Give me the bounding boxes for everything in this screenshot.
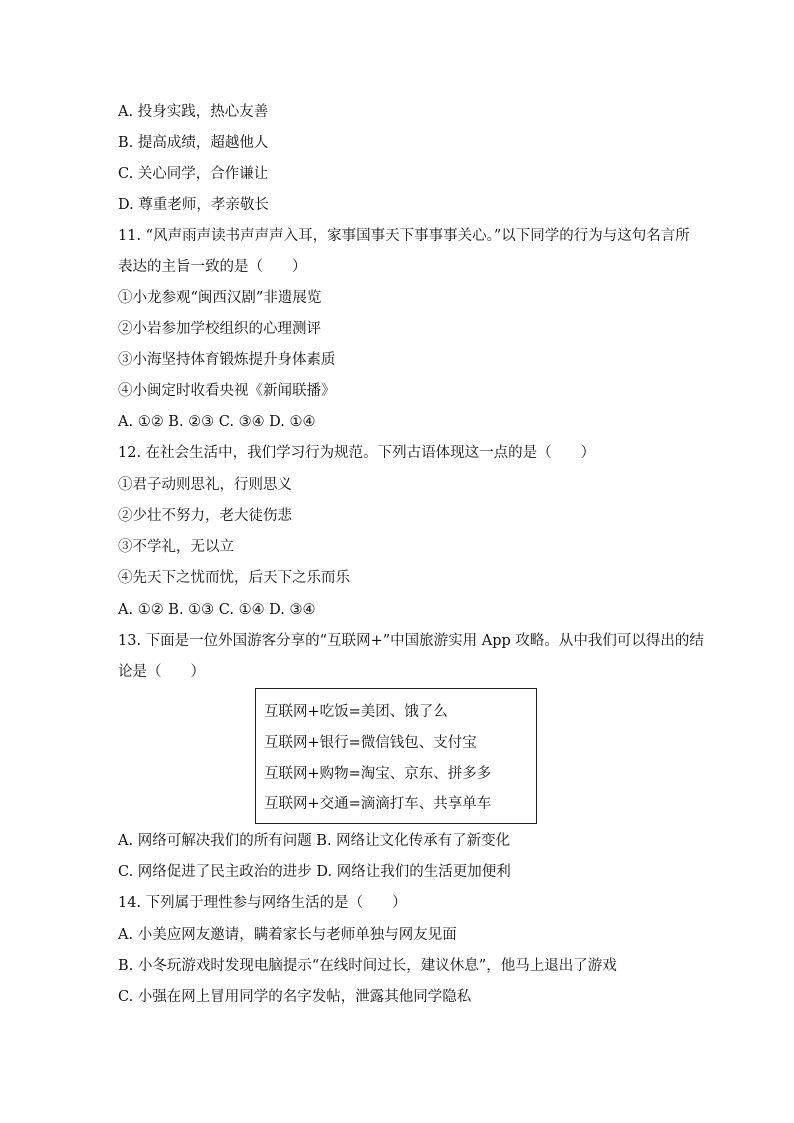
- q11-item-2: ②小岩参加学校组织的心理测评: [118, 321, 321, 337]
- q10-option-d: D. 尊重老师，孝亲敬长: [118, 197, 269, 213]
- q13-box-line-2: 互联网+银行=微信钱包、支付宝: [264, 735, 477, 751]
- q12-item-3: ③不学礼，无以立: [118, 539, 234, 555]
- q12-item-1: ①君子动则思礼，行则思义: [118, 477, 292, 493]
- q13-options-line2: C. 网络促进了民主政治的进步 D. 网络让我们的生活更加便利: [118, 864, 511, 880]
- q10-option-b: B. 提高成绩，超越他人: [118, 135, 269, 151]
- q10-option-a: A. 投身实践，热心友善: [118, 104, 269, 120]
- q11-stem-line2: 表达的主旨一致的是（ ）: [118, 259, 307, 275]
- q12-item-2: ②少壮不努力，老大徒伤悲: [118, 508, 292, 524]
- q12-stem: 12. 在社会生活中，我们学习行为规范。下列古语体现这一点的是（ ）: [118, 445, 596, 461]
- q11-item-4: ④小闽定时收看央视《新闻联播》: [118, 383, 336, 399]
- q13-box-line-3: 互联网+购物=淘宝、京东、拼多多: [264, 766, 492, 782]
- q12-options: A. ①② B. ①③ C. ①④ D. ③④: [118, 602, 316, 618]
- q11-stem-line1: 11. “风声雨声读书声声声入耳，家事国事天下事事事关心。”以下同学的行为与这句名言所: [118, 228, 690, 244]
- q14-option-a: A. 小美应网友邀请，瞒着家长与老师单独与网友见面: [118, 927, 457, 943]
- q14-option-c: C. 小强在网上冒用同学的名字发帖，泄露其他同学隐私: [118, 989, 472, 1005]
- q11-options: A. ①② B. ②③ C. ③④ D. ①④: [118, 414, 316, 430]
- q13-stem-line1: 13. 下面是一位外国游客分享的“互联网+”中国旅游实用 App 攻略。从中我们可以得出的结: [118, 633, 704, 649]
- q10-option-c: C. 关心同学，合作谦让: [118, 166, 269, 182]
- q11-item-1: ①小龙参观“闽西汉剧”非遗展览: [118, 290, 322, 306]
- q13-options-line1: A. 网络可解决我们的所有问题 B. 网络让文化传承有了新变化: [118, 833, 511, 849]
- q13-box-line-4: 互联网+交通=滴滴打车、共享单车: [264, 796, 492, 812]
- q11-item-3: ③小海坚持体育锻炼提升身体素质: [118, 352, 336, 368]
- q12-item-4: ④先天下之忧而忧，后天下之乐而乐: [118, 570, 350, 586]
- q13-stem-line2: 论是（ ）: [118, 664, 205, 680]
- q14-option-b: B. 小冬玩游戏时发现电脑提示“在线时间过长，建议休息”，他马上退出了游戏: [118, 958, 617, 974]
- q13-app-box: [255, 688, 537, 824]
- q14-stem: 14. 下列属于理性参与网络生活的是（ ）: [118, 895, 407, 911]
- q13-box-line-1: 互联网+吃饭=美团、饿了么: [264, 704, 448, 720]
